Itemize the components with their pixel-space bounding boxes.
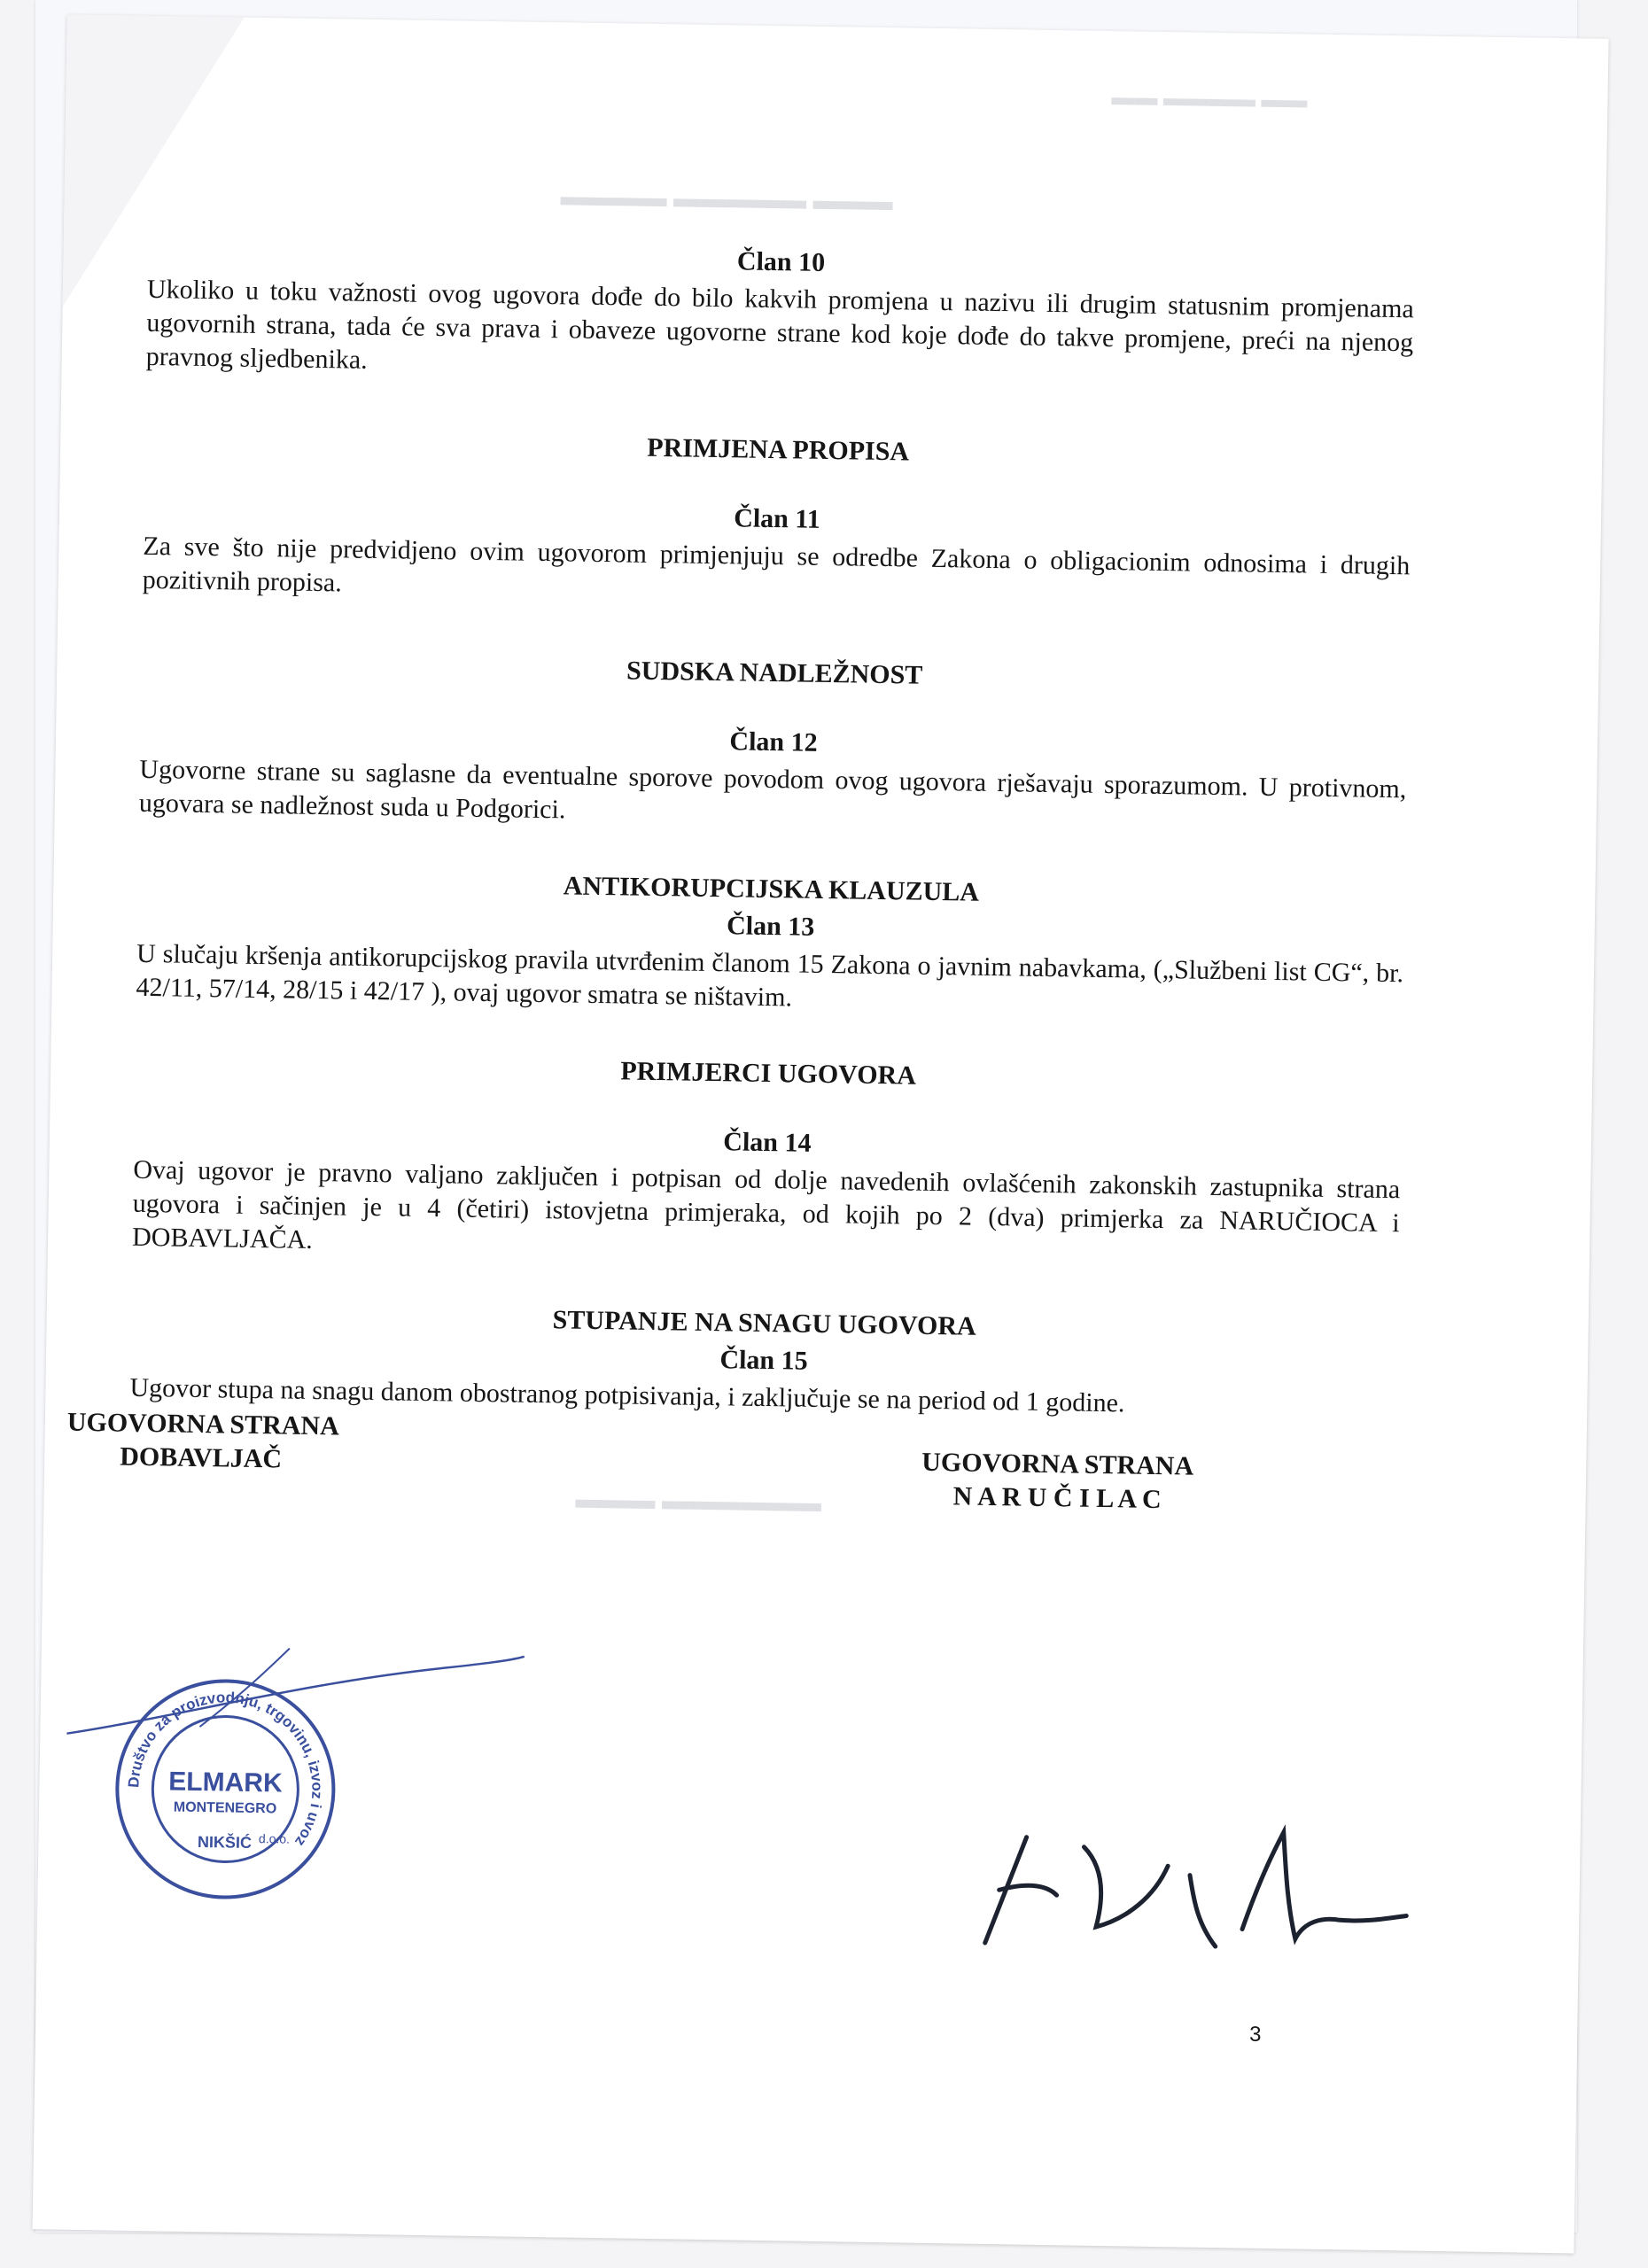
article-15-heading: Član 15 (719, 1345, 808, 1376)
stamp-company-name: ELMARK (168, 1767, 283, 1798)
client-role-label: N A R U Č I L A C (952, 1481, 1162, 1515)
article-11-heading: Član 11 (733, 503, 820, 534)
stamp-suffix: d.o.o. (258, 1831, 291, 1846)
article-15-text: Ugovor stupa na snagu danom obostranog potpisivanja, i zaključuje se na period od 1 godine. (129, 1372, 1125, 1418)
section-stupanje-na-snagu: STUPANJE NA SNAGU UGOVORA (552, 1305, 976, 1341)
section-antikorupcijska-klauzula: ANTIKORUPCIJSKA KLAUZULA (563, 871, 980, 907)
company-stamp (108, 1672, 342, 1906)
article-12-heading: Član 12 (729, 726, 818, 757)
client-party-label: UGOVORNA STRANA (921, 1447, 1194, 1481)
article-10-heading: Član 10 (736, 246, 826, 277)
supplier-role-label: DOBAVLJAČ (119, 1441, 283, 1474)
page-number: 3 (1248, 2022, 1262, 2047)
signature-block-supplier (66, 1406, 339, 1478)
section-primjena-propisa: PRIMJENA PROPISA (647, 432, 910, 467)
article-14-heading: Član 14 (723, 1127, 812, 1158)
article-14-text: Ovaj ugovor je pravno valjano zaključen i potpisan od dolje navedenih ovlašćenih zakonskih zastupnika strana ugovora i sačinjen je u 4 (četiri) istovjetna primjeraka, od kojih po 2 (dva) primjerka za NARUČIOCA i DOBAVLJAČA. (131, 1154, 1401, 1254)
client-signature (949, 1809, 1412, 1976)
bleed-through-text: ▬▬ ▬▬▬▬ ▬▬ (1111, 83, 1308, 113)
section-primjerci-ugovora: PRIMJERCI UGOVORA (620, 1056, 917, 1091)
stamp-city: NIKŠIĆ (197, 1833, 253, 1852)
section-sudska-nadleznost: SUDSKA NADLEŽNOST (626, 656, 923, 690)
stamp-ring-text: Društvo za proizvodnju, trgovinu, izvoz i uvoz (125, 1689, 326, 1850)
article-10-text: Ukoliko u toku važnosti ovog ugovora dođe do bilo kakvih promjena u nazivu ili drugim statusnim promjenama ugovornih strana, tada će sva prava i obaveze ugovorne strane kod koje dođe do takve promjene, preći na njenog pravnog sljedbenika. (145, 274, 1415, 375)
article-13-text: U slučaju kršenja antikorupcijskog pravila utvrđenim članom 15 Zakona o javnim nabavkama, („Službeni list CG“, br. 42/11, 57/14, 28/15 i 42/17 ), ovaj ugovor smatra se ništavim. (136, 938, 1404, 1013)
article-12-text: Ugovorne strane su saglasne da eventualne sporove povodom ovog ugovora rješavaju sporazumom. U protivnom, ugovara se nadležnost suda u Podgorici. (138, 754, 1407, 825)
article-11-text: Za sve što nije predvidjeno ovim ugovorom primjenjuju se odredbe Zakona o obligacionim odnosima i drugih pozitivnih propisa. (142, 531, 1411, 598)
signature-block-client (921, 1446, 1193, 1518)
supplier-party-label: UGOVORNA STRANA (66, 1407, 340, 1441)
article-13-heading: Član 13 (726, 911, 815, 942)
stamp-company-sub: MONTENEGRO (173, 1799, 277, 1817)
bleed-through-text: ▬▬▬ ▬▬▬▬▬▬ (575, 1484, 822, 1518)
contract-body (129, 237, 1415, 1425)
document-page (33, 14, 1609, 2253)
bleed-through-text: ▬▬▬▬ ▬▬▬▬▬ ▬▬▬ (560, 182, 893, 217)
